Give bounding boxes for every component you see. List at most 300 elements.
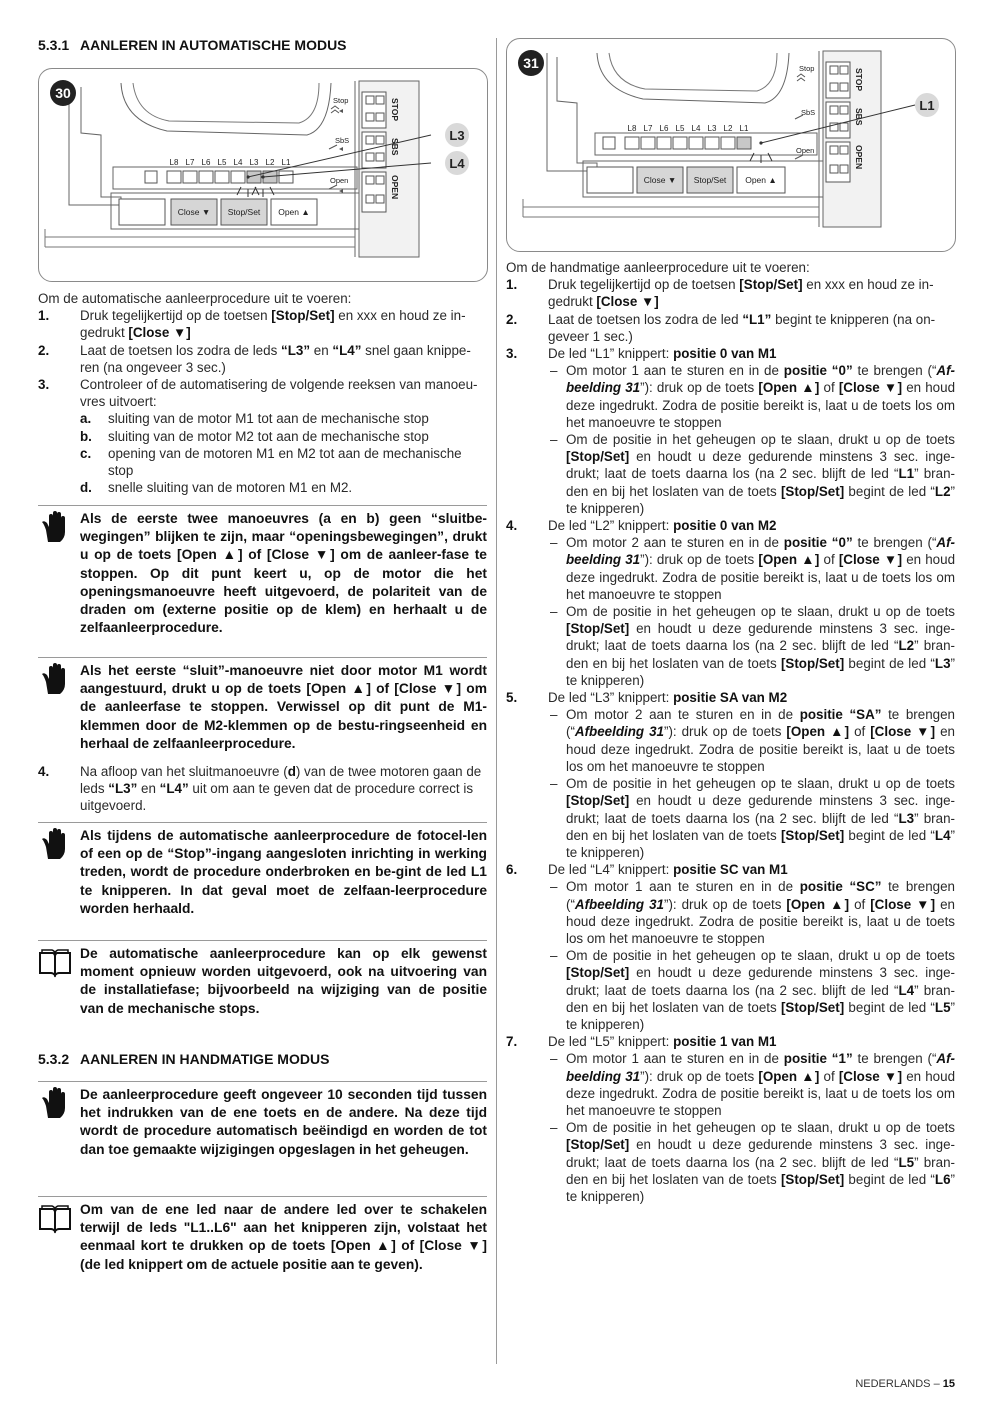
text-part: Om de positie in het geheugen op te slaan, drukt u op de toets: [566, 1120, 955, 1136]
text-part: en houdt u deze gedurende minstens 3 sec. inge-drukt; laat de toets daarna los (na 2 sec. blijft de led “: [566, 1137, 955, 1170]
section-number: 5.3.2: [38, 1051, 70, 1067]
terminal-block-labels: [390, 98, 400, 199]
text-part: ”): druk op de toets: [663, 724, 787, 740]
step-item: [38, 307, 487, 341]
section-heading-5-3-2: [38, 1051, 329, 1067]
led-name: L5: [898, 1154, 915, 1170]
text-part: ” bran-den en bij het loslaten van de toets: [566, 466, 955, 499]
book-icon: [38, 945, 72, 979]
step-text: ” knippert:: [609, 346, 674, 362]
dash-item-drive: [548, 534, 955, 603]
section-title: AANLEREN IN AUTOMATISCHE MODUS: [80, 37, 347, 53]
key-label: [Close ▼]: [419, 1238, 487, 1254]
step-ref: d: [287, 764, 296, 779]
sub-step-item: [80, 428, 487, 445]
led-label: L3: [249, 158, 259, 167]
step-item: [506, 689, 955, 861]
figure-ref: Afbeelding 31: [574, 724, 664, 740]
step-text: Druk tegelijkertijd op de toetsen: [548, 277, 740, 293]
terminal-stop-label: Stop: [333, 96, 349, 105]
dash-list: [548, 362, 955, 517]
terminal-sbs-label: SbS: [801, 108, 816, 117]
hand-stop-icon: [38, 1086, 72, 1120]
led-square: [603, 137, 615, 149]
step-list: [38, 763, 487, 815]
text-part: of: [819, 380, 839, 396]
key-label: [Stop/Set]: [780, 655, 845, 671]
text-part: ” te knipperen): [566, 655, 955, 688]
step-number: 1.: [38, 308, 50, 324]
key-label: [Stop/Set]: [739, 277, 803, 293]
position-name: positie 0 van M1: [673, 346, 777, 362]
led-indicator: [689, 137, 703, 149]
led-indicator: [641, 137, 655, 149]
note-text: Als tijdens de automatische aanleerprocedure de fotocel-len of een op de “Stop”-ingang aangesloten inrichting in werking treden, wordt de procedure onderbroken en be-gint de led L1 te knipperen. In dat geval moet de zelfaan-leerprocedure worden herhaald.: [80, 828, 487, 916]
led-indicator: [625, 137, 639, 149]
dash-item-save: [548, 603, 955, 689]
led-label: L8: [169, 158, 179, 167]
led-labels: [170, 158, 291, 167]
hand-stop-icon: [38, 510, 72, 544]
text-part: of: [849, 896, 871, 912]
led-label: L2: [723, 124, 733, 133]
step-text: uit om aan te geven dat de procedure correct is uitgevoerd.: [80, 781, 474, 814]
footer-language: NEDERLANDS –: [855, 1378, 943, 1390]
led-name: L5: [594, 1034, 610, 1050]
step-text: snel gaan knippe-ren (na ongeveer 3 sec.): [80, 342, 471, 375]
text-part: te brengen (“: [852, 535, 937, 551]
text-part: ” bran-den en bij het loslaten van de toets: [566, 982, 955, 1015]
key-label: [Open ▲]: [330, 1238, 396, 1254]
dash-item-save: [548, 775, 955, 861]
right-steps-block: [506, 259, 955, 1205]
block-stop-label: STOP: [390, 98, 400, 121]
step-number: 2.: [506, 311, 518, 327]
block-open-label: OPEN: [854, 145, 864, 170]
info-note-6: [38, 1196, 487, 1274]
key-label: [Close ▼]: [266, 547, 335, 563]
note-text-part: (de led knippert om de actuele positie aan te geven).: [80, 1256, 423, 1272]
block-sbs-label: SBS: [854, 108, 864, 126]
text-part: of: [819, 552, 839, 568]
text-part: Om de positie in het geheugen op te slaan, drukt u op de toets: [566, 776, 955, 792]
terminal-stop-label: Stop: [799, 64, 815, 73]
key-label: [Stop/Set]: [780, 827, 845, 843]
note-text-part: Als het eerste “sluit”-manoeuvre niet door motor M1 wordt aangestuurd, drukt u op de toets: [80, 663, 487, 697]
key-label: [Open ▲]: [758, 380, 820, 396]
step-item: [506, 1033, 955, 1205]
led-name: “L3”: [108, 781, 138, 797]
text-part: begint de led “: [844, 655, 935, 671]
dash-item-save: [548, 947, 955, 1033]
step-item: [506, 311, 955, 345]
text-part: ”): druk op de toets: [640, 552, 759, 568]
led-name: “L1”: [742, 311, 772, 327]
text-part: Om motor 1 aan te sturen en in de: [566, 1051, 784, 1067]
led-label: L3: [707, 124, 717, 133]
warning-note-5: [38, 1081, 487, 1159]
text-part: Om de positie in het geheugen op te slaan, drukt u op de toets: [566, 432, 955, 448]
position-name: positie “SC”: [799, 879, 882, 895]
key-label: [Close ▼]: [838, 1068, 903, 1084]
column-divider: [496, 38, 497, 1364]
led-indicator: [279, 171, 293, 183]
warning-note-3: [38, 822, 487, 918]
led-label: L7: [643, 124, 653, 133]
sub-step-item: [80, 410, 487, 427]
led-name: L1: [898, 466, 915, 482]
warning-note-1: [38, 505, 487, 637]
open-button-label: Open ▲: [278, 207, 310, 217]
step-number: 6.: [506, 862, 518, 878]
step-number: 4.: [506, 518, 518, 534]
led-indicator: [657, 137, 671, 149]
step-number: 5.: [506, 690, 518, 706]
text-part: en houd deze ingedrukt. Zodra de positie bereikt is, laat u de toets los om het manoeuvre te stoppen: [566, 552, 956, 602]
text-part: Om motor 1 aan te sturen en in de: [566, 363, 784, 379]
note-text-part: om de aanleerfase te stoppen. Verwissel op dit punt de M1-klemmen door de M2-klemmen op de bestu-ringseenheid en herhaal de zelfaanleerprocedure.: [80, 681, 487, 751]
position-name: positie 1 van M1: [673, 1034, 777, 1050]
step-text: ” knippert:: [609, 518, 674, 534]
block-open-label: OPEN: [390, 175, 400, 200]
sub-step-text: snelle sluiting van de motoren M1 en M2.: [108, 480, 353, 496]
section-title: AANLEREN IN HANDMATIGE MODUS: [80, 1051, 330, 1067]
position-name: positie 0 van M2: [673, 518, 777, 534]
text-part: begint de led “: [844, 483, 935, 499]
led-label: L4: [691, 124, 701, 133]
led-row: [603, 137, 751, 149]
step-number: 1.: [506, 277, 518, 293]
led-name: L4: [594, 862, 610, 878]
text-part: begint de led “: [844, 827, 935, 843]
led-name: L3: [594, 690, 610, 706]
key-label: [Open ▲]: [786, 724, 850, 740]
led-square: [145, 171, 157, 183]
sub-step-item: [80, 445, 487, 479]
key-label: [Close ▼]: [838, 380, 903, 396]
step-heading: [548, 518, 777, 533]
stop-set-button-label: Stop/Set: [227, 207, 261, 217]
figure-number: 30: [55, 85, 71, 101]
step-text: Laat de toetsen los zodra de led: [548, 311, 743, 327]
led-label: L2: [265, 158, 275, 167]
text-part: te brengen (“: [852, 363, 937, 379]
text-part: begint de led “: [844, 1171, 935, 1187]
led-indicator: [673, 137, 687, 149]
figure-ref: Af-beelding 31: [566, 363, 955, 396]
text-part: te brengen (“: [852, 1051, 937, 1067]
callout-l4: L4: [449, 156, 465, 171]
button-labels: [644, 175, 777, 185]
text-part: ” te knipperen): [566, 827, 955, 860]
hand-stop-icon: [38, 662, 72, 696]
terminal-labels: [796, 64, 815, 155]
led-indicator: [721, 137, 735, 149]
led-label: L4: [233, 158, 243, 167]
dash-list: [548, 1050, 955, 1205]
text-part: ” te knipperen): [566, 1171, 955, 1204]
dash-item-drive: [548, 362, 955, 431]
step-item: [38, 763, 487, 815]
led-name: L4: [898, 982, 915, 998]
callouts: [445, 123, 469, 175]
led-label: L5: [675, 124, 685, 133]
step-text: en xxx en houd ze in-gedrukt: [548, 277, 934, 310]
key-label: [Stop/Set]: [566, 621, 630, 637]
figure-number: 31: [523, 55, 539, 71]
figure-ref: Af-beelding 31: [566, 1051, 955, 1084]
led-label: L5: [217, 158, 227, 167]
callouts: [915, 93, 939, 117]
page-footer: [855, 1378, 955, 1390]
dash-list: [548, 534, 955, 689]
callout-l3: L3: [449, 128, 465, 143]
led-indicator: [215, 171, 229, 183]
text-part: ” te knipperen): [566, 999, 955, 1032]
open-button-label: Open ▲: [745, 175, 777, 185]
text-part: Om de positie in het geheugen op te slaan, drukt u op de toets: [566, 604, 955, 620]
note-text: [80, 658, 487, 753]
dash-item-drive: [548, 1050, 955, 1119]
step-text: ” knippert:: [609, 862, 674, 878]
text-part: en houdt u deze gedurende minstens 3 sec. inge-drukt; laat de toets daarna los (na 2 sec. blijft de led “: [566, 621, 955, 654]
page-number: 15: [942, 1378, 955, 1390]
note-text-part: of: [370, 681, 395, 697]
step-text: De led “: [548, 518, 595, 534]
sub-step-letter: c.: [80, 445, 92, 461]
text-part: ” bran-den en bij het loslaten van de toets: [566, 638, 955, 671]
key-label: [Stop/Set]: [780, 1171, 845, 1187]
step-heading: [548, 1034, 777, 1049]
step-text: De led “: [548, 690, 595, 706]
text-part: Om de positie in het geheugen op te slaan, drukt u op de toets: [566, 948, 955, 964]
step-text: en: [310, 342, 333, 358]
step-item: [38, 342, 487, 376]
figure-ref: Af-beelding 31: [566, 535, 955, 568]
sub-step-list: [80, 410, 487, 496]
dash-item-drive: [548, 706, 955, 775]
warning-note-2: [38, 657, 487, 753]
key-label: [Stop/Set]: [566, 1137, 630, 1153]
step-text: Controleer of de automatisering de volgende reeksen van manoeu-vres uitvoert:: [80, 377, 478, 410]
key-label: [Stop/Set]: [271, 308, 335, 324]
led-label: L8: [627, 124, 637, 133]
note-text-part: om de aanleer-fase te stoppen. Op dit punt keert u, op de motor die het openingsmanoeuvre heeft uitgevoerd, de polariteit van de draden om (externe positie op de klem) en herhaalt u de zelfaanleerprocedure.: [80, 547, 487, 636]
key-label: [Open ▲]: [758, 1068, 820, 1084]
position-name: positie “1”: [783, 1051, 853, 1067]
step-text: De led “: [548, 1034, 595, 1050]
key-label: [Close ▼]: [870, 896, 936, 912]
led-indicator: [199, 171, 213, 183]
led-name: “L4”: [159, 781, 189, 797]
sub-step-text: opening van de motoren M1 en M2 tot aan de mechanische stop: [108, 445, 462, 479]
text-part: ”): druk op de toets: [640, 1068, 759, 1084]
key-label: [Stop/Set]: [780, 483, 845, 499]
step-text: en xxx en houd ze in-gedrukt: [80, 308, 466, 341]
dash-list: [548, 878, 955, 1033]
text-part: en houdt u deze gedurende minstens 3 sec. inge-drukt; laat de toets daarna los (na 2 sec. blijft de led “: [566, 965, 955, 998]
step-item: [506, 517, 955, 689]
step-heading: [548, 862, 788, 877]
hand-stop-icon: [38, 827, 72, 861]
text-part: en houd deze ingedrukt. Zodra de positie bereikt is, laat u de toets los om het manoeuvre te stoppen: [566, 896, 955, 946]
position-name: positie SA van M2: [673, 690, 788, 706]
led-name: L3: [898, 810, 915, 826]
text-part: en houdt u deze gedurende minstens 3 sec. inge-drukt; laat de toets daarna los (na 2 sec. blijft de led “: [566, 449, 955, 482]
text-part: ”): druk op de toets: [640, 380, 759, 396]
section-number: 5.3.1: [38, 37, 70, 53]
figure-30: [38, 68, 488, 282]
text-part: ” bran-den en bij het loslaten van de toets: [566, 810, 955, 843]
key-label: [Close ▼]: [394, 681, 462, 697]
step-number: 7.: [506, 1034, 518, 1050]
terminal-block-labels: [854, 68, 864, 169]
terminal-sbs-label: SbS: [335, 136, 350, 145]
dash-item-save: [548, 1119, 955, 1205]
figure-31-drawing: [507, 39, 955, 251]
led-name: “L4”: [332, 342, 362, 358]
figure-badge: [518, 50, 544, 76]
sub-step-item: [80, 479, 487, 496]
led-name: L2: [898, 638, 915, 654]
section-heading-5-3-1: [38, 37, 347, 53]
key-label: [Close ▼]: [128, 325, 191, 341]
text-part: ” bran-den en bij het loslaten van de toets: [566, 1154, 955, 1187]
step-number: 3.: [506, 346, 518, 362]
step-list: [38, 307, 487, 496]
led-name: “L3”: [281, 342, 311, 358]
key-label: [Stop/Set]: [566, 965, 630, 981]
note-text-part: of: [395, 1238, 420, 1254]
info-note-4: [38, 940, 487, 1018]
terminal-open-label: Open: [796, 146, 815, 155]
step-item: [506, 345, 955, 517]
text-part: ”): druk op de toets: [663, 896, 787, 912]
key-label: [Open ▲]: [786, 896, 850, 912]
position-name: positie “0”: [783, 535, 853, 551]
step-text: ” knippert:: [609, 690, 674, 706]
dash-item-save: [548, 431, 955, 517]
text-part: Om motor 1 aan te sturen en in de: [566, 879, 800, 895]
key-label: [Stop/Set]: [566, 449, 630, 465]
note-text: [80, 1197, 487, 1274]
intro-text: Om de handmatige aanleerprocedure uit te voeren:: [506, 260, 810, 275]
stop-set-button-label: Stop/Set: [693, 175, 727, 185]
text-part: of: [849, 724, 871, 740]
sub-step-letter: b.: [80, 428, 92, 444]
note-text: De automatische aanleerprocedure kan op elk gewenst moment opnieuw worden uitgevoerd, ook na uitvoering van de installatiefase; bijvoorbeeld na wijziging van de positie van de mechanische stops.: [80, 946, 487, 1016]
led-indicator: [705, 137, 719, 149]
led-name: L2: [934, 483, 951, 499]
note-text-part: of: [242, 547, 267, 563]
key-label: [Close ▼]: [596, 294, 659, 310]
step-text: Laat de toetsen los zodra de leds: [80, 342, 281, 358]
led-indicator: [183, 171, 197, 183]
sub-step-letter: d.: [80, 480, 92, 496]
led-name: L2: [594, 518, 610, 534]
dash-list: [548, 706, 955, 861]
step-number: 3.: [38, 377, 50, 393]
step-text: ) van de twee motoren gaan de leds: [80, 764, 482, 797]
step-item: [506, 276, 955, 310]
button-labels: [178, 207, 310, 217]
step-text: De led “: [548, 862, 595, 878]
text-part: en houdt u deze gedurende minstens 3 sec. inge-drukt; laat de toets daarna los (na 2 sec. blijft de led “: [566, 793, 955, 826]
led-name: L4: [934, 827, 951, 843]
step-text: Druk tegelijkertijd op de toetsen: [80, 308, 272, 324]
led-name: L3: [934, 655, 951, 671]
led-label: L1: [281, 158, 291, 167]
position-name: positie “0”: [783, 363, 853, 379]
led-label: L6: [201, 158, 211, 167]
led-label: L7: [185, 158, 195, 167]
figure-ref: Afbeelding 31: [574, 896, 664, 912]
block-sbs-label: SBS: [390, 138, 400, 156]
close-button-label: Close ▼: [177, 207, 211, 217]
key-label: [Close ▼]: [870, 724, 936, 740]
key-label: [Stop/Set]: [780, 999, 845, 1015]
text-part: begint de led “: [844, 999, 935, 1015]
step-heading: [548, 346, 777, 361]
led-row: [145, 171, 293, 183]
step-list: [506, 276, 955, 1205]
sub-step-text: sluiting van de motor M1 tot aan de mechanische stop: [108, 411, 429, 427]
text-part: en houd deze ingedrukt. Zodra de positie bereikt is, laat u de toets los om het manoeuvre te stoppen: [566, 380, 956, 430]
note-text: De aanleerprocedure geeft ongeveer 10 seconden tijd tussen het indrukken van de ene toets en de andere. Na deze tijd wordt de procedure automatisch beëindigd en worden de tot dan toe gemaakte wijzigingen opgeslagen in het geheugen.: [80, 1087, 487, 1157]
position-name: positie SC van M1: [673, 862, 788, 878]
close-button-label: Close ▼: [643, 175, 677, 185]
step-text: ” knippert:: [609, 1034, 674, 1050]
intro-text: Om de automatische aanleerprocedure uit te voeren:: [38, 291, 352, 306]
sub-step-text: sluiting van de motor M2 tot aan de mechanische stop: [108, 428, 429, 444]
key-label: [Stop/Set]: [566, 793, 630, 809]
callout-l1: L1: [919, 98, 935, 113]
led-indicator: [737, 137, 751, 149]
led-name: L6: [934, 1171, 951, 1187]
book-icon: [38, 1201, 72, 1235]
note-text: [80, 506, 487, 637]
text-part: Om motor 2 aan te sturen en in de: [566, 707, 800, 723]
dash-item-drive: [548, 878, 955, 947]
led-indicator: [167, 171, 181, 183]
text-part: te brengen (“: [566, 707, 955, 740]
led-labels: [628, 124, 749, 133]
figure-31: [506, 38, 956, 252]
step-number: 4.: [38, 764, 50, 779]
step-text: Na afloop van het sluitmanoeuvre (: [80, 764, 288, 779]
text-part: en houd deze ingedrukt. Zodra de positie bereikt is, laat u de toets los om het manoeuvre te stoppen: [566, 724, 955, 774]
text-part: Om motor 2 aan te sturen en in de: [566, 535, 784, 551]
led-label: L6: [659, 124, 669, 133]
step-item: [38, 376, 487, 496]
note-text-part: Om van de ene led naar de andere led over te schakelen terwijl de leds "L1..L6" aan het knipperen zijn, volstaat het eenmaal kort te drukken op de toets: [80, 1202, 487, 1254]
position-name: positie “SA”: [799, 707, 882, 723]
led-indicator: [231, 171, 245, 183]
left-steps-block: [38, 290, 487, 496]
figure-30-drawing: [39, 69, 487, 281]
led-name: L5: [934, 999, 951, 1015]
text-part: en houd deze ingedrukt. Zodra de positie bereikt is, laat u de toets los om het manoeuvre te stoppen: [566, 1068, 956, 1118]
key-label: [Open ▲]: [306, 681, 371, 697]
block-stop-label: STOP: [854, 68, 864, 91]
terminal-open-label: Open: [330, 176, 349, 185]
sub-step-letter: a.: [80, 411, 92, 427]
step-item: [506, 861, 955, 1033]
step-text: begint te knipperen (na on-geveer 1 sec.): [548, 311, 936, 344]
left-step-4: [38, 763, 487, 815]
led-label: L1: [739, 124, 749, 133]
text-part: te brengen (“: [566, 879, 955, 912]
